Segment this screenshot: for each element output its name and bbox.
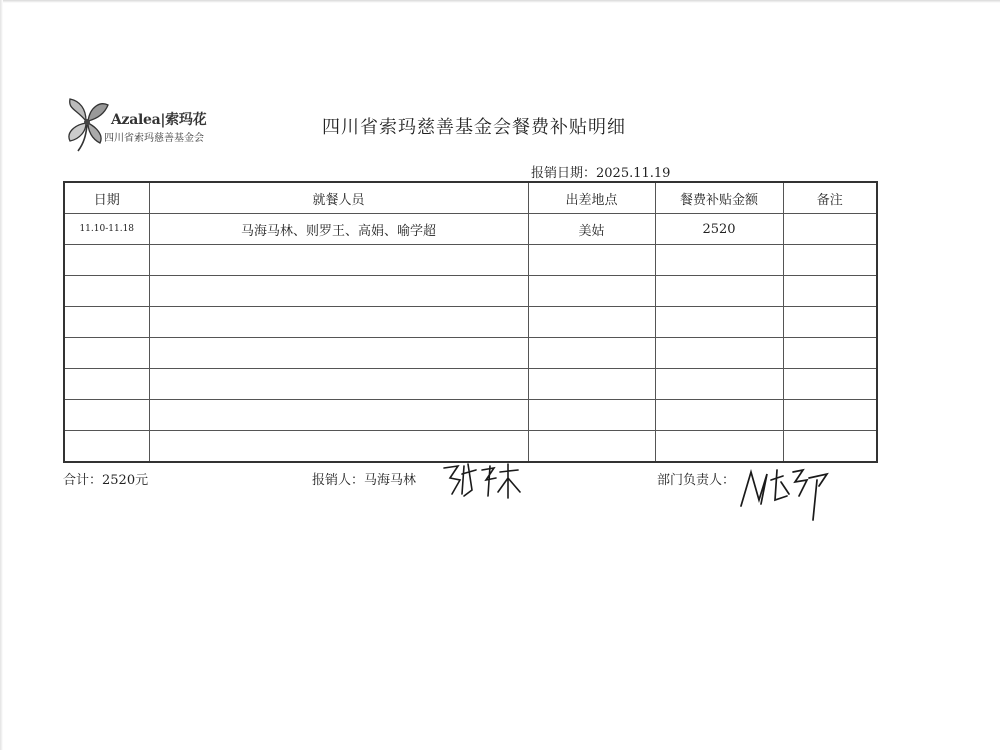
cell-remarks — [783, 276, 877, 307]
azalea-flower-icon — [64, 95, 112, 153]
table-row — [64, 369, 877, 400]
cell-date — [64, 431, 149, 463]
cell-amount — [655, 369, 783, 400]
table-row — [64, 276, 877, 307]
table-row — [64, 431, 877, 463]
cell-remarks — [783, 338, 877, 369]
cell-diners — [149, 400, 528, 431]
document-title: 四川省索玛慈善基金会餐费补贴明细 — [322, 117, 626, 138]
cell-location — [528, 431, 655, 463]
cell-date — [64, 400, 149, 431]
cell-diners — [149, 431, 528, 463]
foundation-logo — [64, 95, 214, 155]
cell-date — [64, 276, 149, 307]
cell-diners — [149, 369, 528, 400]
column-header-remarks: 备注 — [783, 182, 877, 214]
total-amount: 合计：2520元 — [63, 473, 149, 488]
cell-remarks — [783, 431, 877, 463]
column-header-date: 日期 — [64, 182, 149, 214]
cell-amount — [655, 307, 783, 338]
cell-location — [528, 245, 655, 276]
cell-remarks — [783, 214, 877, 245]
dept-head-signature — [737, 460, 837, 524]
logo-brand-text: Azalea|索玛花 — [111, 112, 207, 128]
table-row — [64, 214, 877, 245]
cell-location — [528, 307, 655, 338]
cell-location — [528, 338, 655, 369]
cell-location: 美姑 — [528, 214, 655, 245]
cell-diners — [149, 307, 528, 338]
cell-amount — [655, 400, 783, 431]
table-row — [64, 245, 877, 276]
column-header-location: 出差地点 — [528, 182, 655, 214]
claimant-label: 报销人：马海马林 — [312, 473, 417, 488]
cell-date — [64, 369, 149, 400]
cell-remarks — [783, 400, 877, 431]
cell-diners — [149, 338, 528, 369]
cell-diners — [149, 276, 528, 307]
table-header-row — [64, 182, 877, 214]
scan-edge — [0, 0, 1000, 3]
claimant-signature — [440, 460, 530, 502]
cell-date: 11.10-11.18 — [64, 214, 149, 245]
cell-amount — [655, 276, 783, 307]
cell-location — [528, 276, 655, 307]
cell-date — [64, 338, 149, 369]
cell-remarks — [783, 307, 877, 338]
column-header-diners: 就餐人员 — [149, 182, 528, 214]
scan-edge — [0, 0, 3, 750]
dept-head-label: 部门负责人： — [657, 473, 736, 488]
cell-date — [64, 307, 149, 338]
report-date: 报销日期：2025.11.19 — [531, 166, 671, 181]
cell-diners: 马海马林、则罗王、高娟、喻学超 — [149, 214, 528, 245]
table-row — [64, 400, 877, 431]
table-row — [64, 307, 877, 338]
cell-amount — [655, 245, 783, 276]
meal-subsidy-table — [63, 181, 878, 463]
table-row — [64, 338, 877, 369]
cell-remarks — [783, 245, 877, 276]
cell-diners — [149, 245, 528, 276]
cell-location — [528, 400, 655, 431]
cell-amount — [655, 338, 783, 369]
column-header-amount: 餐费补贴金额 — [655, 182, 783, 214]
cell-remarks — [783, 369, 877, 400]
logo-org-name: 四川省索玛慈善基金会 — [104, 133, 204, 144]
cell-amount: 2520 — [655, 214, 783, 245]
cell-location — [528, 369, 655, 400]
cell-date — [64, 245, 149, 276]
cell-amount — [655, 431, 783, 463]
